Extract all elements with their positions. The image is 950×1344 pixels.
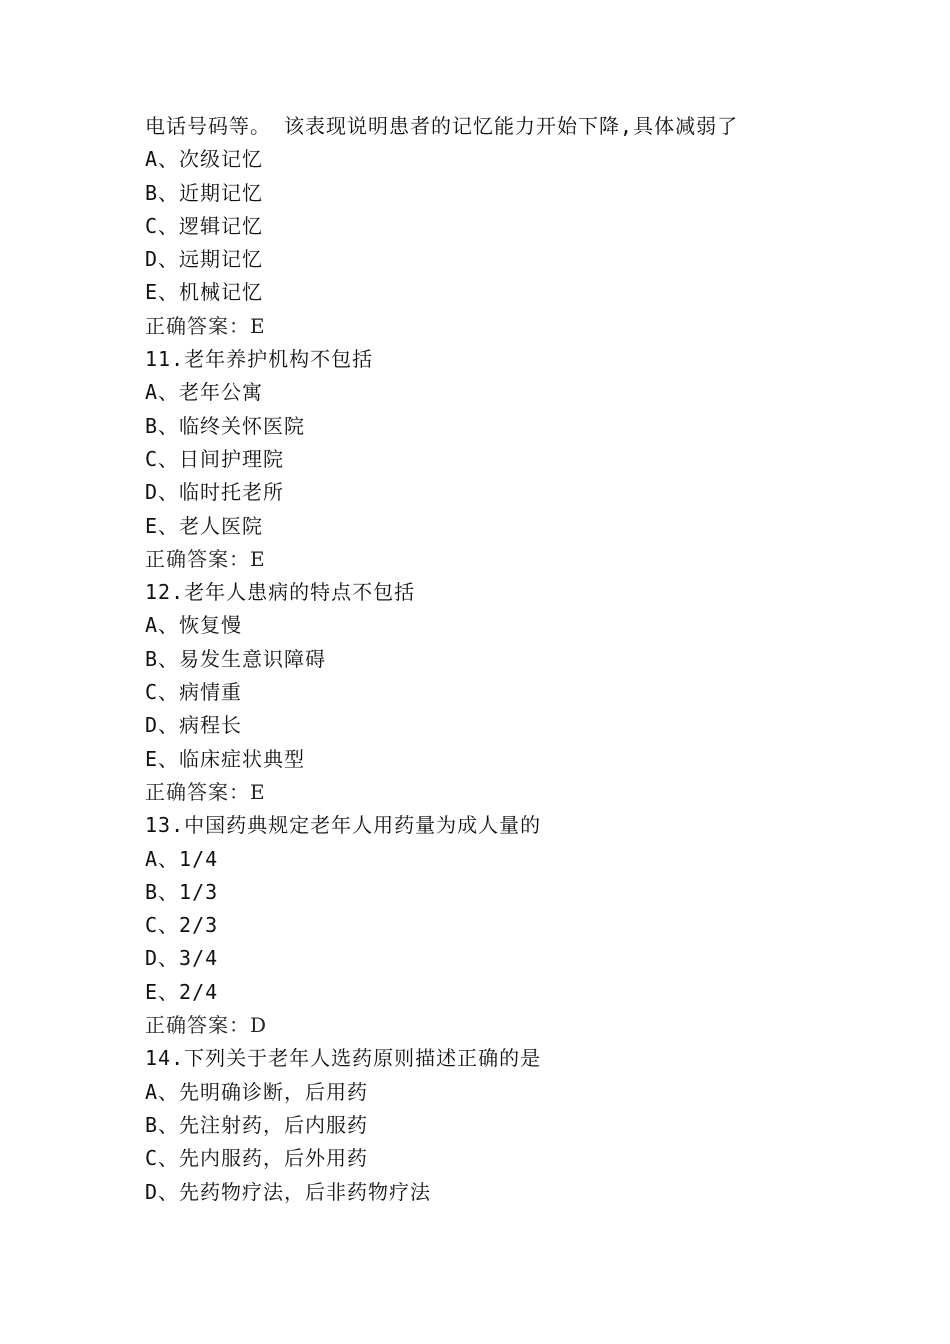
option-b: B、1/3 — [145, 879, 219, 904]
question-11: 11.老年养护机构不包括 — [145, 347, 374, 372]
option-d: D、远期记忆 — [145, 247, 264, 272]
option-d: D、临时托老所 — [145, 480, 285, 505]
correct-answer: 正确答案：E — [145, 546, 266, 571]
option-c: C、日间护理院 — [145, 446, 285, 471]
question-14: 14.下列关于老年人选药原则描述正确的是 — [145, 1046, 542, 1071]
option-e: E、临床症状典型 — [145, 746, 306, 771]
option-d: D、先药物疗法，后非药物疗法 — [145, 1179, 432, 1204]
option-c: C、逻辑记忆 — [145, 213, 264, 238]
option-c: C、病情重 — [145, 680, 243, 705]
option-b: B、临终关怀医院 — [145, 413, 306, 438]
correct-answer: 正确答案：D — [145, 1013, 268, 1038]
option-a: A、1/4 — [145, 846, 219, 871]
option-e: E、机械记忆 — [145, 280, 264, 305]
option-b: B、易发生意识障碍 — [145, 646, 327, 671]
option-a: A、次级记忆 — [145, 147, 264, 172]
question-continuation: 电话号码等。 该表现说明患者的记忆能力开始下降,具体减弱了 — [145, 114, 739, 138]
correct-answer: 正确答案：E — [145, 779, 266, 804]
option-e: E、老人医院 — [145, 513, 264, 538]
option-a: A、老年公寓 — [145, 380, 264, 405]
option-b: B、近期记忆 — [145, 180, 264, 205]
option-e: E、2/4 — [145, 979, 219, 1004]
document-body — [145, 110, 845, 1209]
option-a: A、先明确诊断，后用药 — [145, 1079, 369, 1104]
option-c: C、先内服药，后外用药 — [145, 1146, 369, 1171]
option-a: A、恢复慢 — [145, 613, 243, 638]
question-12: 12.老年人患病的特点不包括 — [145, 580, 416, 605]
correct-answer: 正确答案：E — [145, 313, 266, 338]
option-c: C、2/3 — [145, 913, 219, 938]
option-b: B、先注射药，后内服药 — [145, 1112, 369, 1137]
question-13: 13.中国药典规定老年人用药量为成人量的 — [145, 813, 542, 838]
option-d: D、病程长 — [145, 713, 243, 738]
option-d: D、3/4 — [145, 946, 219, 971]
